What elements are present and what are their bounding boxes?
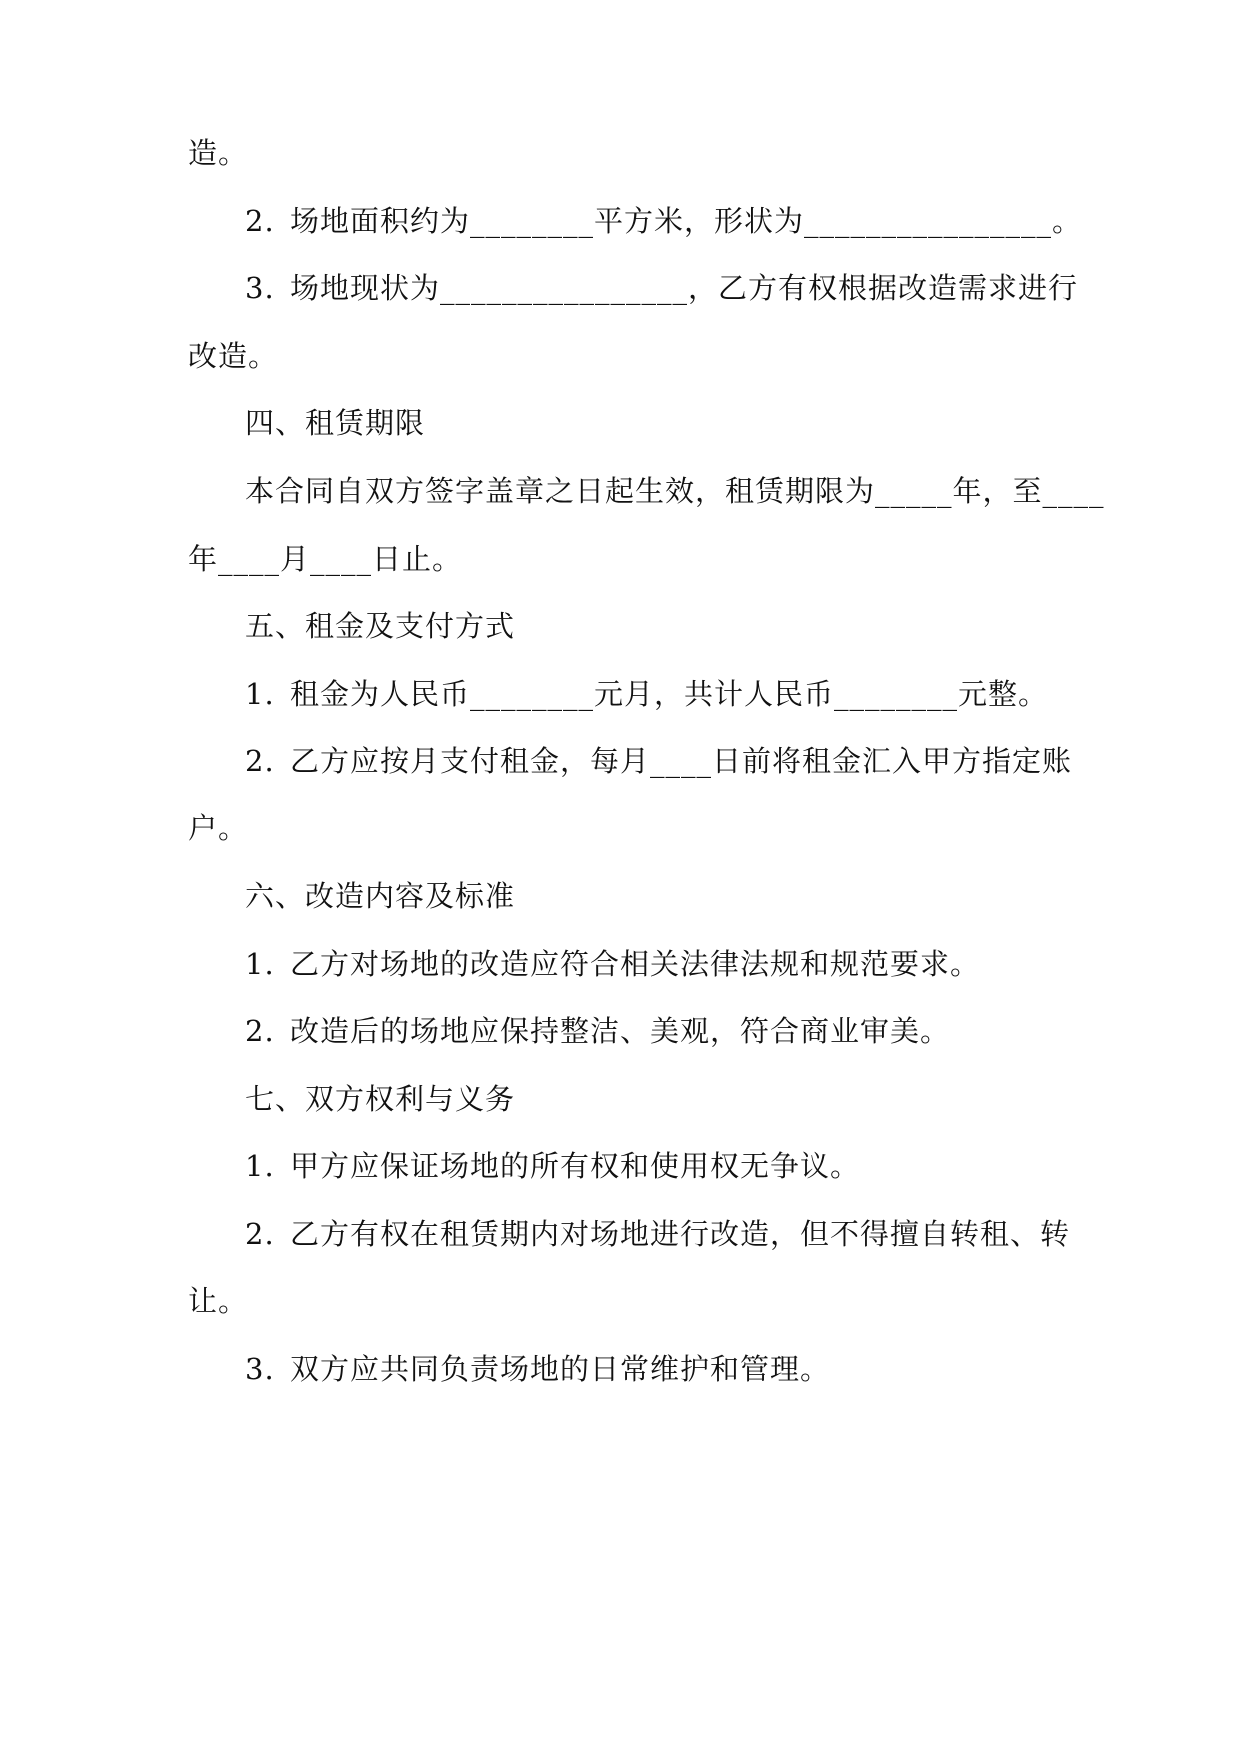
item-text: 乙方应按月支付租金，每月____日前将租金汇入甲方指定账 [290, 744, 1073, 778]
line-text: 年____月____日止。 [188, 542, 463, 576]
item-text: 双方应共同负责场地的日常维护和管理。 [290, 1352, 831, 1386]
item-number: 2. [245, 1014, 275, 1048]
item-text: 乙方有权在租赁期内对场地进行改造，但不得擅自转租、转 [290, 1217, 1071, 1251]
paragraph-line [188, 539, 1068, 579]
section-heading [245, 876, 1068, 916]
section-heading [245, 606, 1068, 646]
line-text: 改造。 [188, 339, 279, 373]
item-text: 租金为人民币________元月，共计人民币________元整。 [290, 677, 1049, 711]
list-item [245, 1146, 1068, 1186]
section-heading [245, 1079, 1068, 1119]
line-text: 本合同自双方签字盖章之日起生效，租赁期限为_____年，至____ [245, 474, 1105, 508]
item-text: 场地面积约为________平方米，形状为________________。 [290, 204, 1083, 238]
item-number: 1. [245, 947, 275, 981]
item-text: 甲方应保证场地的所有权和使用权无争议。 [290, 1149, 861, 1183]
paragraph-line [245, 471, 1105, 511]
item-text: 场地现状为________________，乙方有权根据改造需求进行 [290, 271, 1079, 305]
line-text: 户。 [188, 811, 249, 845]
list-item [245, 1011, 1068, 1051]
line-text: 造。 [188, 136, 249, 170]
list-item [245, 1349, 1068, 1389]
item-number: 2. [245, 1217, 275, 1251]
list-item [245, 268, 1079, 308]
heading-text: 七、双方权利与义务 [245, 1082, 516, 1116]
list-item [245, 201, 1083, 241]
item-number: 1. [245, 1149, 275, 1183]
paragraph-line [188, 808, 1068, 848]
item-number: 3. [245, 1352, 275, 1386]
item-number: 1. [245, 677, 275, 711]
heading-text: 六、改造内容及标准 [245, 879, 516, 913]
list-item [245, 1214, 1071, 1254]
item-number: 2. [245, 204, 275, 238]
item-number: 2. [245, 744, 275, 778]
heading-text: 五、租金及支付方式 [245, 609, 516, 643]
section-heading [245, 403, 1068, 443]
list-item [245, 944, 1068, 984]
line-text: 让。 [188, 1284, 249, 1318]
heading-text: 四、租赁期限 [245, 406, 426, 440]
item-text: 乙方对场地的改造应符合相关法律法规和规范要求。 [290, 947, 981, 981]
item-text: 改造后的场地应保持整洁、美观，符合商业审美。 [290, 1014, 951, 1048]
list-item [245, 674, 1068, 714]
paragraph-line [188, 133, 1068, 173]
paragraph-line [188, 1281, 1068, 1321]
list-item [245, 741, 1073, 781]
item-number: 3. [245, 271, 275, 305]
paragraph-line [188, 336, 1068, 376]
